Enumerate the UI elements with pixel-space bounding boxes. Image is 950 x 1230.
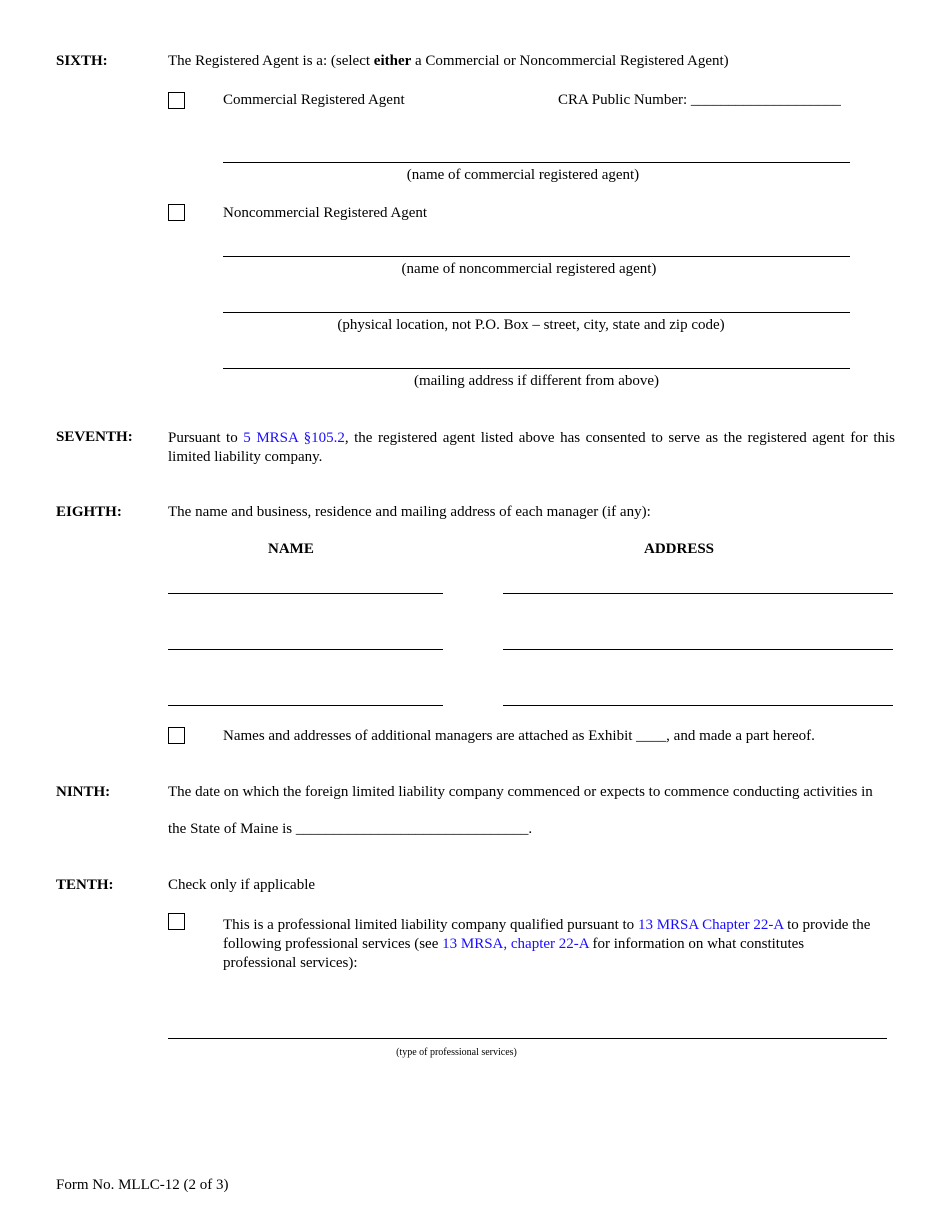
13-mrsa-chapter-22-a-link[interactable]: 13 MRSA Chapter 22-A (637, 917, 784, 933)
form-number-footer: Form No. MLLC-12 (2 of 3) (56, 1177, 229, 1193)
manager-address-line[interactable] (503, 593, 893, 594)
name-column-header: NAME (268, 541, 314, 557)
manager-address-line[interactable] (503, 649, 893, 650)
professional-llc-paragraph: This is a professional limited liability company qualified pursuant to 13 MRSA Chapter 22-A to provide the following professional services (see 13 MRSA, chapter 22-A for information on what constitutes professional services): (223, 917, 871, 971)
noncommercial-agent-name-line[interactable] (223, 256, 850, 257)
eighth-heading: EIGHTH: (56, 504, 122, 520)
ninth-line-1: The date on which the foreign limited liability company commenced or expects to commence conducting activities in (168, 784, 873, 800)
seventh-paragraph: Pursuant to 5 MRSA §105.2, the registered agent listed above has consented to serve as the registered agent for this limited liability company. (168, 430, 895, 465)
physical-location-line[interactable] (223, 312, 850, 313)
cra-public-number-field[interactable]: CRA Public Number: ____________________ (558, 92, 841, 108)
address-column-header: ADDRESS (644, 541, 715, 557)
tenth-heading: TENTH: (56, 877, 114, 893)
professional-services-caption: (type of professional services) (396, 1047, 517, 1058)
noncommercial-agent-checkbox[interactable] (168, 204, 185, 221)
eighth-intro: The name and business, residence and mailing address of each manager (if any): (168, 504, 651, 520)
commercial-agent-name-caption: (name of commercial registered agent) (406, 167, 640, 183)
additional-managers-text: Names and addresses of additional managers are attached as Exhibit ____, and made a part hereof. (223, 728, 815, 744)
commercial-agent-name-line[interactable] (223, 162, 850, 163)
13-mrsa-chapter-22-a-link-2[interactable]: 13 MRSA, chapter 22-A (442, 936, 589, 952)
manager-name-line[interactable] (168, 649, 443, 650)
noncommercial-agent-label: Noncommercial Registered Agent (223, 205, 428, 221)
professional-llc-checkbox[interactable] (168, 913, 185, 930)
professional-services-line[interactable] (168, 1038, 887, 1039)
manager-address-line[interactable] (503, 705, 893, 706)
sixth-intro: The Registered Agent is a: (select either a Commercial or Noncommercial Registered Agent) (168, 53, 729, 69)
manager-name-line[interactable] (168, 705, 443, 706)
additional-managers-checkbox[interactable] (168, 727, 185, 744)
manager-name-line[interactable] (168, 593, 443, 594)
physical-location-caption: (physical location, not P.O. Box – street, city, state and zip code) (337, 317, 725, 333)
commercial-agent-label: Commercial Registered Agent (223, 92, 405, 108)
ninth-date-field[interactable]: the State of Maine is _______________________________. (168, 821, 533, 837)
commercial-agent-checkbox[interactable] (168, 92, 185, 109)
5-mrsa-105-2-link[interactable]: 5 MRSA §105.2 (243, 430, 345, 446)
mailing-address-caption: (mailing address if different from above) (413, 373, 660, 389)
seventh-heading: SEVENTH: (56, 429, 133, 445)
mailing-address-line[interactable] (223, 368, 850, 369)
sixth-heading: SIXTH: (56, 53, 108, 69)
ninth-heading: NINTH: (56, 784, 111, 800)
noncommercial-agent-name-caption: (name of noncommercial registered agent) (401, 261, 657, 277)
tenth-intro: Check only if applicable (168, 877, 316, 893)
